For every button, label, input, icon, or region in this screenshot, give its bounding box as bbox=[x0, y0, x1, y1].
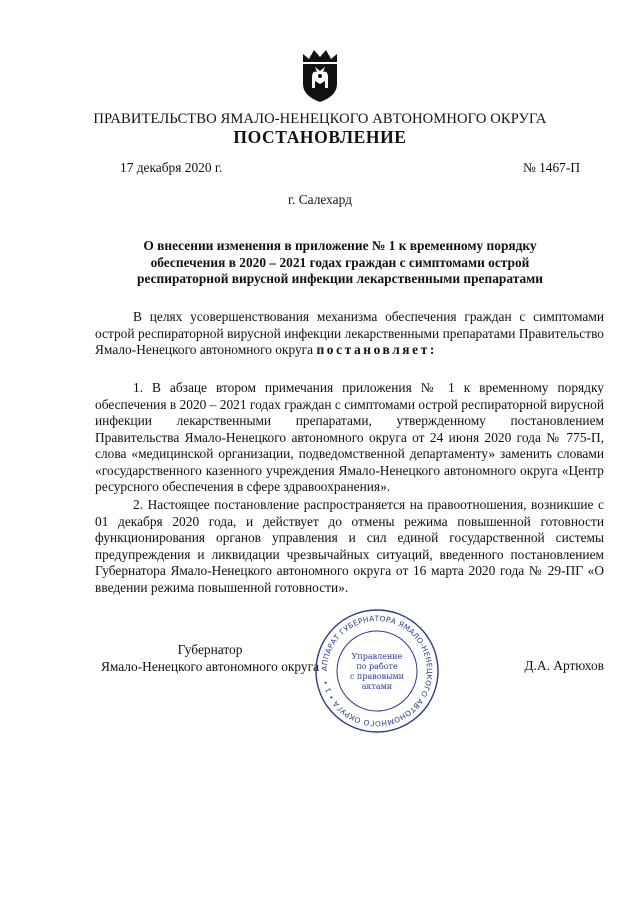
stamp-line-2: по работе bbox=[356, 662, 398, 671]
stamp-ring-text: АППАРАТ ГУБЕРНАТОРА ЯМАЛО-НЕНЕЦКОГО АВТОНОМНОГО ОКРУГА • 1 • bbox=[319, 613, 435, 729]
preamble-paragraph bbox=[95, 309, 604, 359]
item-2-text: 2. Настоящее постановление распространяется на правоотношения, возникшие с 01 декабря 2020 года, и действует до отмены режима повышенной готовности функционирования органов управления и сил единой государственной системы предупреждения и ликвидации чрезвычайных ситуаций, введенного постановлением Губернатора Ямало-Ненецкого автономного округа от 16 марта 2020 года № 29-ПГ «О введении режима повышенной готовности». bbox=[95, 497, 604, 595]
item-2-paragraph bbox=[95, 497, 604, 596]
signatory-position bbox=[95, 641, 325, 675]
signatory-name: Д.А. Артюхов bbox=[524, 658, 604, 673]
document-date: 17 декабря 2020 г. bbox=[120, 160, 223, 175]
preamble-text: В целях усовершенствования механизма обеспечения граждан с симптомами острой респираторной вирусной инфекции лекарственными препаратами Правительство Ямало-Ненецкого автономного округа bbox=[95, 309, 604, 357]
item-1-text: 1. В абзаце втором примечания приложения № 1 к временному порядку обеспечения в 2020 – 2021 годах граждан с симптомами острой респираторной вирусной инфекции лекарственными препаратами, утвержденному постановлением Правительства Ямало-Ненецкого автономного округа от 24 июня 2020 года № 775-П, слова «медицинской организации, подведомственной департаменту» заменить словами «государственного казенного учреждения Ямало-Ненецкого автономного округа «Центр ресурсного обеспечения в сфере здравоохранения». bbox=[95, 380, 604, 494]
government-title: ПРАВИТЕЛЬСТВО ЯМАЛО-НЕНЕЦКОГО АВТОНОМНОГО ОКРУГА bbox=[93, 111, 547, 127]
document-number: № 1467-П bbox=[522, 160, 580, 175]
official-stamp bbox=[312, 606, 442, 736]
stamp-line-4: актами bbox=[361, 682, 393, 691]
stamp-line-3: с правовыми bbox=[350, 672, 404, 681]
coat-of-arms-emblem bbox=[299, 48, 341, 104]
stamp-line-1: Управление bbox=[351, 652, 403, 661]
document-subject: О внесении изменения в приложение № 1 к временному порядку обеспечения в 2020 – 2021 годах граждан с симптомами острой респираторной вирусной инфекции лекарственными препаратами bbox=[137, 238, 543, 286]
item-1-paragraph bbox=[95, 380, 604, 496]
position-line-1: Губернатор bbox=[177, 642, 243, 657]
decree-word: постановляет: bbox=[316, 342, 437, 357]
position-line-2: Ямало-Ненецкого автономного округа bbox=[100, 659, 320, 674]
document-type: ПОСТАНОВЛЕНИЕ bbox=[233, 127, 407, 147]
document-city: г. Салехард bbox=[288, 192, 352, 207]
